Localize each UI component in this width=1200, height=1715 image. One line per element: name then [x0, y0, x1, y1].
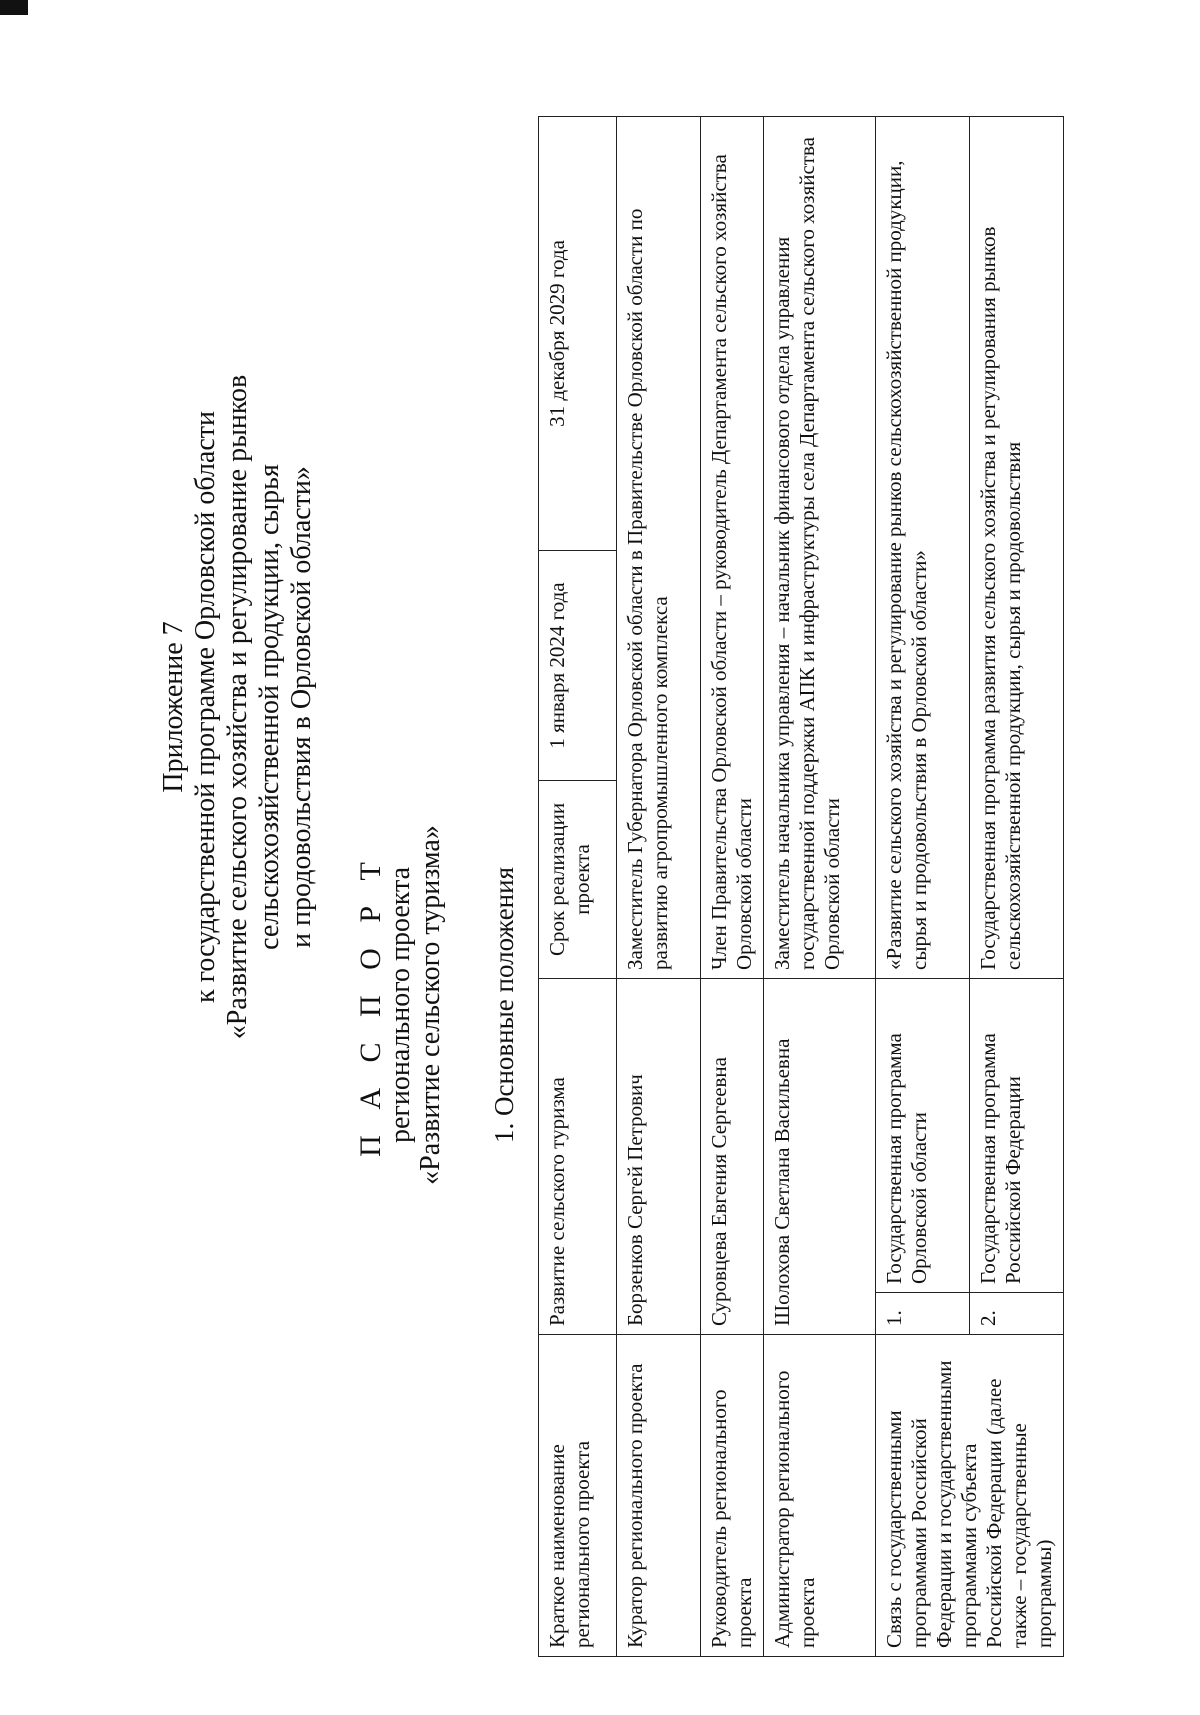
term-end: 31 декабря 2029 года [539, 116, 617, 550]
term-label: Срок реализации проекта [539, 780, 617, 978]
passport-subtitle: регионального проекта [385, 866, 416, 1144]
table-row [701, 116, 764, 1656]
head-name: Суровцева Евгения Сергеевна [701, 978, 764, 1334]
row-label-curator: Куратор регионального проекта [617, 1335, 701, 1657]
appendix-program-name-1: «Развитие сельского хозяйства и регулирование рынков [222, 374, 253, 1040]
passport-project-name: «Развитие сельского туризма» [415, 825, 446, 1185]
table-row [617, 116, 701, 1656]
section-heading: 1. Основные положения [489, 867, 519, 1143]
curator-position: Заместитель Губернатора Орловской области в Правительстве Орловской области по развитию агропромышленного комплекса [617, 116, 701, 978]
appendix-number: Приложение 7 [158, 621, 189, 793]
appendix-header [158, 147, 318, 1267]
program-item-name: «Развитие сельского хозяйства и регулирование рынков сельскохозяйственной продукции, сырья и продовольствия в Орловской области» [876, 116, 970, 978]
passport-title-block [356, 575, 446, 1435]
program-item-type: Государственная программа Российской Федерации [970, 978, 1064, 1292]
head-position: Член Правительства Орловской области – руководитель Департамента сельского хозяйства Орловской области [701, 116, 764, 978]
short-name-value: Развитие сельского туризма [539, 978, 617, 1334]
program-item-number: 1. [876, 1293, 970, 1335]
scan-corner-mark [0, 0, 28, 15]
passport-table [538, 116, 1064, 1657]
table-row [876, 116, 970, 1656]
row-label-short-name: Краткое наименование регионального проекта [539, 1335, 617, 1657]
row-label-administrator: Администратор регионального проекта [764, 1335, 876, 1657]
table-row [539, 116, 617, 1656]
appendix-program-line: к государственной программе Орловской области [190, 411, 221, 1003]
curator-name: Борзенков Сергей Петрович [617, 978, 701, 1334]
program-item-name: Государственная программа развития сельского хозяйства и регулирования рынков сельскохозяйственной продукции, сырья и продовольствия [970, 116, 1064, 978]
row-label-head: Руководитель регионального проекта [701, 1335, 764, 1657]
program-item-type: Государственная программа Орловской области [876, 978, 970, 1292]
table-row [764, 116, 876, 1656]
appendix-program-name-2: сельскохозяйственной продукции, сырья [254, 464, 285, 950]
administrator-position: Заместитель начальника управления – начальник финансового отдела управления государственной поддержки АПК и инфраструктуры села Департамента сельского хозяйства Орловской области [764, 116, 876, 978]
row-label-program-link: Связь с государственными программами Российской Федерации и государственными программами субъекта Российской Федерации (далее также – государственные программы) [876, 1335, 1064, 1657]
passport-title: П А С П О Р Т [354, 853, 387, 1157]
appendix-program-name-3: и продовольствия в Орловской области» [286, 466, 317, 948]
program-item-number: 2. [970, 1293, 1064, 1335]
administrator-name: Шолохова Светлана Васильевна [764, 978, 876, 1334]
term-start: 1 января 2024 года [539, 550, 617, 780]
